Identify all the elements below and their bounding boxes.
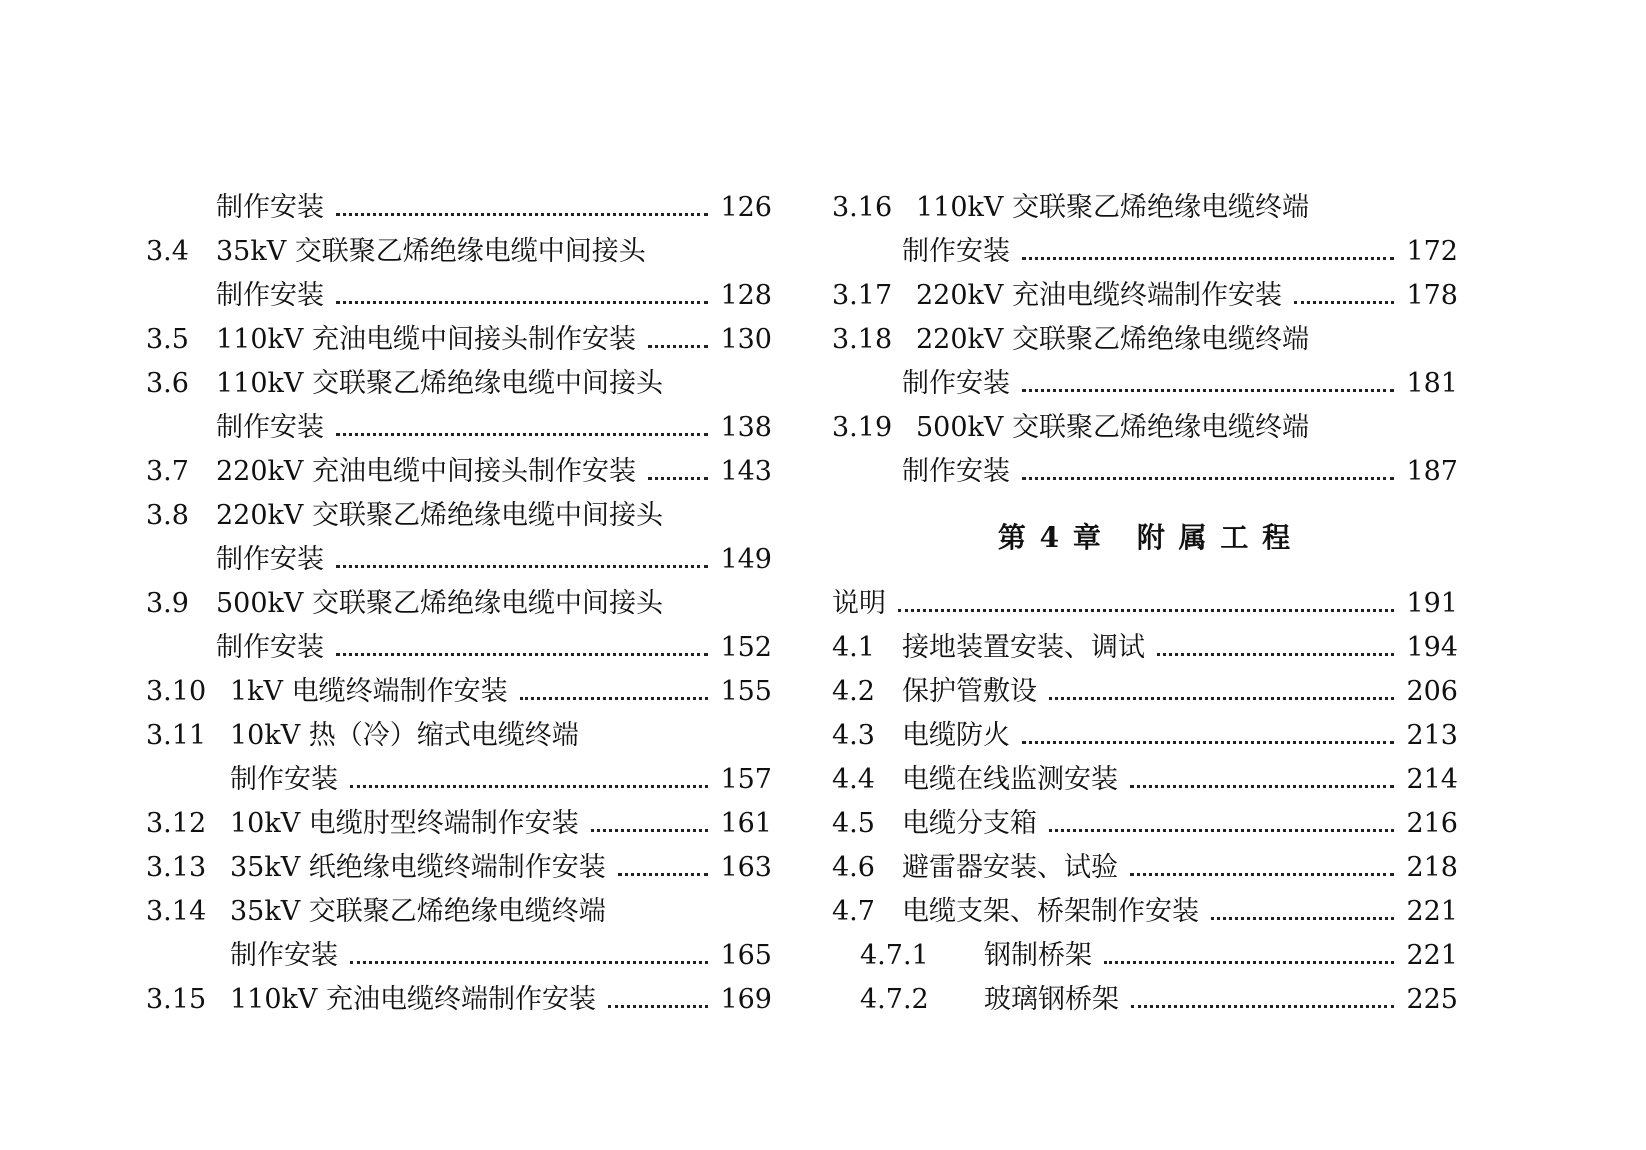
toc-number: 3.18: [832, 324, 893, 355]
toc-dot-leader: [520, 697, 709, 700]
toc-title: 35kV 纸绝缘电缆终端制作安装: [230, 852, 606, 883]
toc-number: 4.6: [832, 852, 875, 883]
toc-page-number: 216: [1406, 808, 1458, 839]
toc-number: 3.4: [146, 236, 189, 267]
toc-number: 4.7.2: [860, 984, 929, 1015]
toc-number: 3.11: [146, 720, 207, 751]
toc-entry[interactable]: [832, 362, 1458, 406]
toc-dot-leader: [618, 873, 709, 876]
toc-title: 35kV 交联聚乙烯绝缘电缆中间接头: [216, 236, 646, 267]
toc-entry[interactable]: [832, 582, 1458, 626]
toc-entry[interactable]: [146, 978, 772, 1022]
toc-title: 说明: [832, 588, 886, 619]
toc-number: 3.13: [146, 852, 207, 883]
toc-title: 110kV 充油电缆终端制作安装: [230, 984, 596, 1015]
toc-number: 3.7: [146, 456, 189, 487]
toc-title: 钢制桥架: [984, 940, 1092, 971]
toc-entry[interactable]: [146, 670, 772, 714]
toc-number: 3.12: [146, 808, 207, 839]
toc-title: 10kV 电缆肘型终端制作安装: [230, 808, 579, 839]
toc-title: 1kV 电缆终端制作安装: [230, 676, 508, 707]
toc-page-number: 157: [720, 764, 772, 795]
toc-number: 4.4: [832, 764, 875, 795]
toc-number: 4.1: [832, 632, 875, 663]
toc-title: 10kV 热（冷）缩式电缆终端: [230, 720, 579, 751]
toc-title: 220kV 充油电缆中间接头制作安装: [216, 456, 636, 487]
toc-title: 制作安装: [216, 544, 324, 575]
toc-dot-leader: [1157, 653, 1394, 656]
toc-dot-leader: [1049, 697, 1394, 700]
toc-right-top: [832, 186, 1458, 494]
toc-title: 电缆防火: [902, 720, 1010, 751]
toc-entry[interactable]: [832, 318, 1458, 362]
toc-entry[interactable]: [146, 626, 772, 670]
toc-number: 4.5: [832, 808, 875, 839]
toc-number: 3.19: [832, 412, 893, 443]
toc-entry[interactable]: [832, 450, 1458, 494]
toc-title: 500kV 交联聚乙烯绝缘电缆终端: [916, 412, 1309, 443]
toc-entry[interactable]: [832, 978, 1458, 1022]
toc-page-number: 152: [720, 632, 772, 663]
toc-title: 接地装置安装、调试: [902, 632, 1145, 663]
toc-page-number: 161: [720, 808, 772, 839]
chapter-title: 附 属 工 程: [1136, 521, 1293, 554]
toc-number: 3.8: [146, 500, 189, 531]
toc-dot-leader: [648, 477, 708, 480]
toc-title: 制作安装: [216, 192, 324, 223]
toc-dot-leader: [648, 345, 708, 348]
toc-title: 制作安装: [902, 236, 1010, 267]
toc-title: 35kV 交联聚乙烯绝缘电缆终端: [230, 896, 606, 927]
toc-entry[interactable]: [832, 186, 1458, 230]
toc-dot-leader: [608, 1005, 708, 1008]
toc-dot-leader: [898, 609, 1394, 612]
toc-entry[interactable]: [832, 758, 1458, 802]
toc-dot-leader: [350, 961, 708, 964]
toc-dot-leader: [336, 565, 708, 568]
toc-number: 3.10: [146, 676, 207, 707]
toc-page-number: 221: [1406, 940, 1458, 971]
toc-page-number: 155: [720, 676, 772, 707]
toc-dot-leader: [336, 433, 708, 436]
toc-title: 制作安装: [230, 764, 338, 795]
toc-dot-leader: [1049, 829, 1394, 832]
toc-number: 4.3: [832, 720, 875, 751]
toc-right-column: [832, 186, 1458, 1022]
chapter-label: 第 4 章: [997, 521, 1103, 554]
toc-entry[interactable]: [832, 274, 1458, 318]
toc-title: 制作安装: [216, 412, 324, 443]
toc-number: 3.17: [832, 280, 893, 311]
toc-number: 4.7.1: [860, 940, 929, 971]
toc-entry[interactable]: [146, 846, 772, 890]
toc-entry[interactable]: [146, 714, 772, 758]
toc-entry[interactable]: [146, 538, 772, 582]
toc-dot-leader: [1022, 741, 1394, 744]
toc-page-number: 218: [1406, 852, 1458, 883]
toc-entry[interactable]: [832, 802, 1458, 846]
toc-dot-leader: [336, 653, 708, 656]
toc-dot-leader: [1294, 301, 1394, 304]
toc-entry[interactable]: [146, 890, 772, 934]
toc-entry[interactable]: [146, 582, 772, 626]
toc-page-number: 187: [1406, 456, 1458, 487]
toc-right-bottom: [832, 582, 1458, 1022]
toc-entry[interactable]: [146, 362, 772, 406]
toc-page-number: 128: [720, 280, 772, 311]
toc-dot-leader: [336, 301, 708, 304]
toc-number: 3.14: [146, 896, 207, 927]
toc-number: 3.9: [146, 588, 189, 619]
toc-title: 500kV 交联聚乙烯绝缘电缆中间接头: [216, 588, 663, 619]
toc-page-number: 181: [1406, 368, 1458, 399]
toc-number: 3.6: [146, 368, 189, 399]
toc-title: 110kV 交联聚乙烯绝缘电缆终端: [916, 192, 1309, 223]
toc-entry[interactable]: [146, 186, 772, 230]
toc-page-number: 163: [720, 852, 772, 883]
toc-title: 保护管敷设: [902, 676, 1037, 707]
toc-page-number: 169: [720, 984, 772, 1015]
toc-page-number: 130: [720, 324, 772, 355]
toc-number: 4.7: [832, 896, 875, 927]
toc-title: 制作安装: [216, 280, 324, 311]
toc-entry[interactable]: [832, 846, 1458, 890]
toc-title: 220kV 充油电缆终端制作安装: [916, 280, 1282, 311]
toc-entry[interactable]: [146, 494, 772, 538]
toc-entry[interactable]: [146, 758, 772, 802]
toc-dot-leader: [1022, 389, 1394, 392]
toc-entry[interactable]: [146, 802, 772, 846]
toc-page-number: 149: [720, 544, 772, 575]
toc-page-number: 165: [720, 940, 772, 971]
toc-dot-leader: [1131, 1005, 1394, 1008]
toc-entry[interactable]: [146, 406, 772, 450]
chapter-heading: [832, 510, 1458, 566]
toc-dot-leader: [1130, 785, 1394, 788]
toc-page-number: 126: [720, 192, 772, 223]
toc-title: 玻璃钢桥架: [984, 984, 1119, 1015]
toc-dot-leader: [1022, 257, 1394, 260]
toc-page-number: 143: [720, 456, 772, 487]
toc-page-number: 225: [1406, 984, 1458, 1015]
toc-dot-leader: [1104, 961, 1394, 964]
toc-title: 电缆支架、桥架制作安装: [902, 896, 1199, 927]
toc-number: 3.5: [146, 324, 189, 355]
toc-title: 制作安装: [902, 456, 1010, 487]
toc-title: 110kV 交联聚乙烯绝缘电缆中间接头: [216, 368, 663, 399]
toc-page-number: 178: [1406, 280, 1458, 311]
toc-entry[interactable]: [146, 934, 772, 978]
toc-dot-leader: [336, 213, 708, 216]
toc-title: 制作安装: [216, 632, 324, 663]
toc-title: 避雷器安装、试验: [902, 852, 1118, 883]
toc-number: 4.2: [832, 676, 875, 707]
toc-entry[interactable]: [832, 626, 1458, 670]
toc-dot-leader: [350, 785, 708, 788]
toc-entry[interactable]: [832, 230, 1458, 274]
toc-dot-leader: [591, 829, 709, 832]
toc-entry[interactable]: [146, 274, 772, 318]
toc-title: 220kV 交联聚乙烯绝缘电缆终端: [916, 324, 1309, 355]
toc-page-number: 221: [1406, 896, 1458, 927]
toc-entry[interactable]: [146, 230, 772, 274]
toc-number: 3.15: [146, 984, 207, 1015]
toc-title: 电缆在线监测安装: [902, 764, 1118, 795]
toc-left-column: [146, 186, 772, 1022]
toc-title: 制作安装: [902, 368, 1010, 399]
toc-page-number: 206: [1406, 676, 1458, 707]
toc-number: 3.16: [832, 192, 893, 223]
toc-dot-leader: [1211, 917, 1394, 920]
toc-title: 220kV 交联聚乙烯绝缘电缆中间接头: [216, 500, 663, 531]
toc-entry[interactable]: [832, 934, 1458, 978]
toc-title: 制作安装: [230, 940, 338, 971]
toc-entry[interactable]: [146, 318, 772, 362]
toc-page-number: 214: [1406, 764, 1458, 795]
toc-entry[interactable]: [832, 890, 1458, 934]
toc-page-number: 191: [1406, 588, 1458, 619]
toc-dot-leader: [1022, 477, 1394, 480]
toc-dot-leader: [1130, 873, 1394, 876]
toc-entry[interactable]: [832, 406, 1458, 450]
toc-page-number: 194: [1406, 632, 1458, 663]
toc-entry[interactable]: [146, 450, 772, 494]
toc-page-number: 172: [1406, 236, 1458, 267]
toc-page-number: 213: [1406, 720, 1458, 751]
toc-page-number: 138: [720, 412, 772, 443]
toc-entry[interactable]: [832, 670, 1458, 714]
toc-title: 电缆分支箱: [902, 808, 1037, 839]
toc-entry[interactable]: [832, 714, 1458, 758]
toc-title: 110kV 充油电缆中间接头制作安装: [216, 324, 636, 355]
